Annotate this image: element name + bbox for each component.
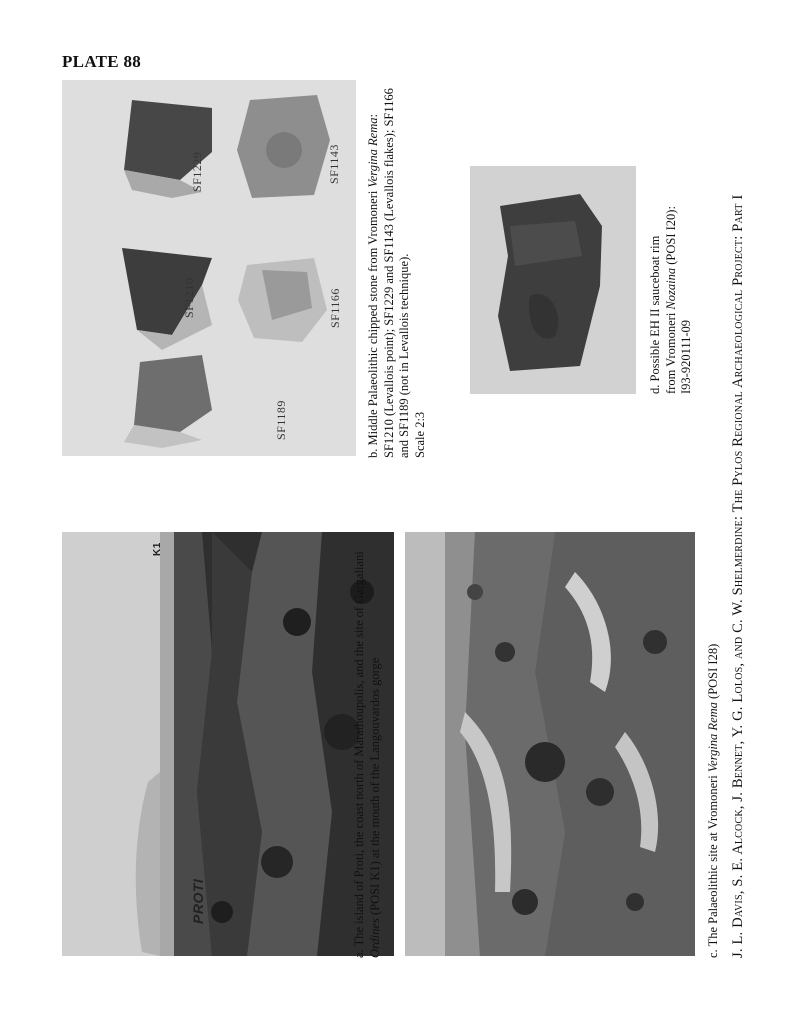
caption-a (352, 533, 394, 958)
footer-text: J. L. Davis, S. E. Alcock, J. Bennet, Y. G. Lolos, and C. W. Shelmerdine: The Pylos Regional Archaeological Project: Part I (730, 194, 746, 958)
photo-b-image (62, 80, 356, 456)
photo-a-label-k1: K1 (152, 542, 163, 556)
caption-b-italic: Vergina Rema (366, 117, 380, 188)
photo-b-chipped-stone (62, 80, 356, 456)
photo-d-sauceboat-rim (470, 166, 636, 394)
caption-a-italic: Ordines (367, 918, 382, 958)
caption-d-line2: from Vromoneri (663, 312, 678, 394)
caption-d-line3: I93-920111-09 (679, 319, 693, 394)
photo-a-label-proti: PROTI (190, 878, 206, 924)
photo-a-image (62, 532, 394, 956)
caption-c (706, 533, 726, 958)
photo-a-proti-landscape (62, 532, 394, 956)
photo-b-label-sf1143: SF1143 (327, 144, 341, 184)
caption-d-italic: Nozaina (663, 267, 678, 310)
photo-c-image (405, 532, 695, 956)
photo-c-palaeolithic-site (405, 532, 695, 956)
caption-d-line2-suffix: (POSI I20): (663, 206, 678, 265)
photo-b-label-sf1229: SF1229 (190, 151, 204, 192)
caption-b-text: b. Middle Palaeolithic chipped stone from Vromoneri (366, 190, 380, 458)
photo-d-image (470, 166, 636, 394)
photo-b-label-sf1166: SF1166 (328, 288, 342, 328)
caption-d (648, 164, 698, 394)
plate-title: PLATE 88 (62, 52, 142, 71)
caption-a-suffix: (POSI K1) at the mouth of the Langouvardos gorge (367, 657, 382, 916)
photo-b-label-sf1210: SF1210 (182, 277, 196, 318)
photo-b-label-sf1189: SF1189 (274, 400, 288, 440)
footer-authors (730, 58, 752, 958)
caption-c-text: c. The Palaeolithic site at Vromoneri (706, 775, 720, 958)
caption-c-italic: Vergina Rema (706, 702, 720, 773)
caption-b-scale: Scale 2:3 (412, 411, 427, 458)
caption-b (366, 78, 446, 458)
caption-d-line1: d. Possible EH II sauceboat rim (648, 235, 662, 394)
caption-a-text: a. The island of Proti, the coast north of Marathoupolis, and the site of Gargaliani (352, 551, 366, 958)
caption-b-rest: : SF1210 (Levallois point); SF1229 and SF1143 (Levallois flakes); SF1166 and SF1189 (not in Levallois technique). (366, 88, 411, 458)
caption-c-suffix: (POSI I28) (706, 643, 720, 699)
